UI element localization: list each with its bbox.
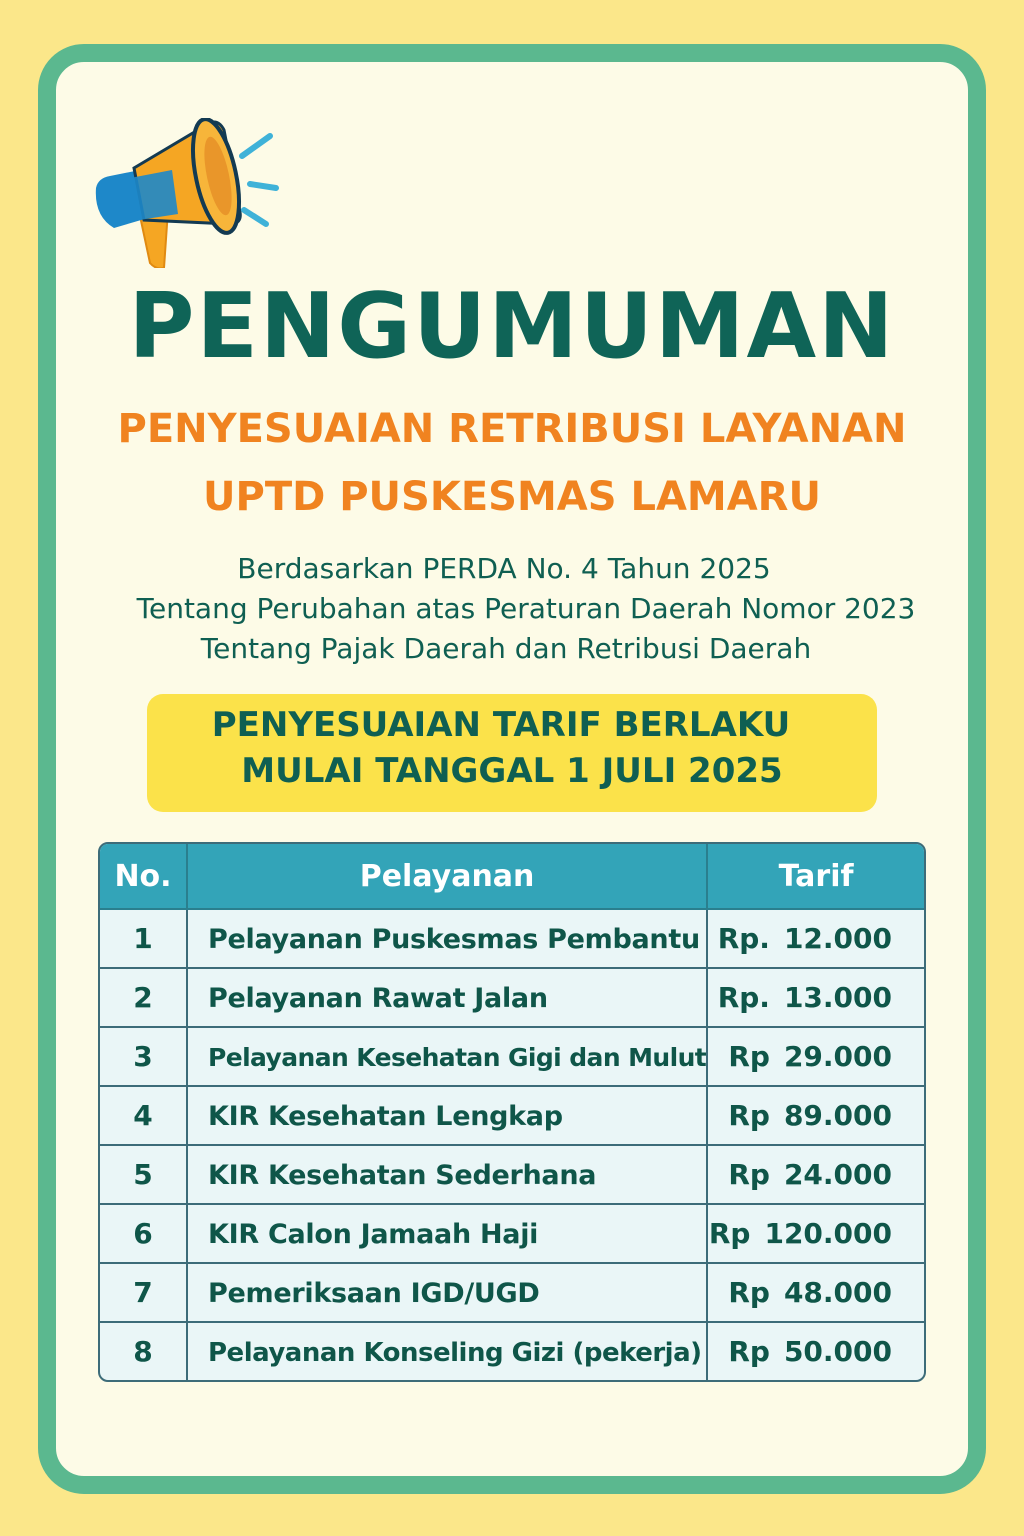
tariff-table	[98, 842, 926, 1382]
row-service: KIR Kesehatan Sederhana	[188, 1146, 708, 1205]
row-no: 4	[100, 1087, 188, 1146]
row-service: Pelayanan Rawat Jalan	[188, 969, 708, 1028]
row-service: Pelayanan Puskesmas Pembantu	[188, 910, 708, 969]
row-fee: Rp 89.000	[708, 1087, 924, 1146]
notice-line-2: MULAI TANGGAL 1 JULI 2025	[241, 751, 783, 791]
megaphone-icon	[90, 118, 280, 268]
table-row	[100, 1264, 924, 1323]
row-no: 5	[100, 1146, 188, 1205]
notice-line-1: PENYESUAIAN TARIF BERLAKU	[211, 705, 791, 745]
row-fee: Rp 120.000	[708, 1205, 924, 1264]
table-row	[100, 1146, 924, 1205]
header-no: No.	[100, 844, 188, 910]
row-fee: Rp. 13.000	[708, 969, 924, 1028]
table-row	[100, 969, 924, 1028]
row-fee: Rp 48.000	[708, 1264, 924, 1323]
table-row	[100, 1028, 924, 1087]
legal-basis-line-2: Tentang Perubahan atas Peraturan Daerah Nomor 2023	[136, 592, 916, 625]
table-header-row	[100, 844, 924, 910]
row-service: Pelayanan Kesehatan Gigi dan Mulut	[188, 1028, 708, 1087]
effective-date-notice	[147, 694, 877, 812]
table-row	[100, 1087, 924, 1146]
page-title: PENGUMUMAN	[128, 274, 896, 379]
table-row	[100, 910, 924, 969]
subtitle-line-2: UPTD PUSKESMAS LAMARU	[203, 474, 821, 520]
row-no: 1	[100, 910, 188, 969]
row-no: 3	[100, 1028, 188, 1087]
legal-basis-line-1: Berdasarkan PERDA No. 4 Tahun 2025	[237, 552, 771, 585]
row-fee: Rp 24.000	[708, 1146, 924, 1205]
row-no: 8	[100, 1323, 188, 1380]
row-service: KIR Kesehatan Lengkap	[188, 1087, 708, 1146]
row-fee: Rp. 12.000	[708, 910, 924, 969]
row-no: 6	[100, 1205, 188, 1264]
row-service: Pemeriksaan IGD/UGD	[188, 1264, 708, 1323]
row-no: 7	[100, 1264, 188, 1323]
row-fee: Rp 50.000	[728, 1335, 892, 1368]
row-no: 2	[100, 969, 188, 1028]
table-row	[100, 1323, 924, 1380]
row-fee: Rp 29.000	[708, 1028, 924, 1087]
header-service: Pelayanan	[188, 844, 708, 910]
table-row	[100, 1205, 924, 1264]
subtitle-line-1: PENYESUAIAN RETRIBUSI LAYANAN	[117, 406, 907, 452]
row-service: KIR Calon Jamaah Haji	[188, 1205, 708, 1264]
row-service: Pelayanan Konseling Gizi (pekerja)	[188, 1323, 708, 1380]
legal-basis-line-3: Tentang Pajak Daerah dan Retribusi Daerah	[200, 632, 812, 665]
header-fee: Tarif	[708, 844, 924, 910]
